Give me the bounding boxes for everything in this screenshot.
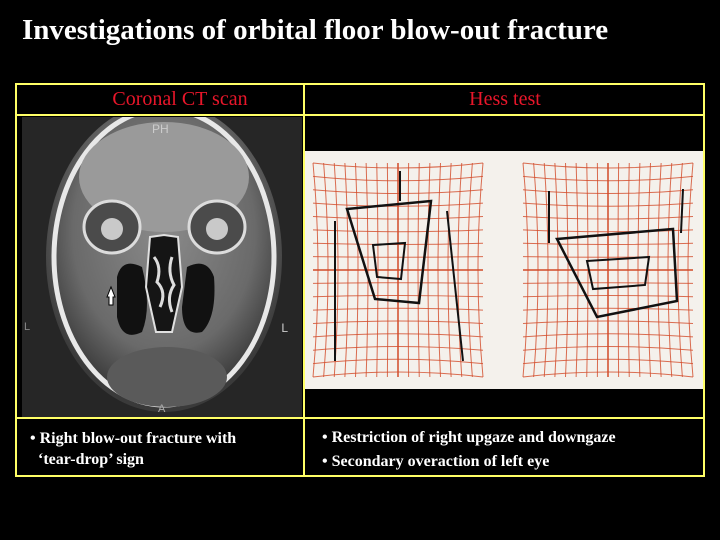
ct-caption	[30, 428, 300, 470]
hess-header: Hess test	[469, 88, 541, 110]
hess-chart-image	[305, 151, 703, 389]
ct-caption-line: • Right blow-out fracture with	[30, 430, 237, 447]
ct-label-left: L	[24, 321, 31, 333]
ct-scan-image	[22, 117, 302, 417]
ct-label-right: L	[281, 321, 288, 335]
ct-caption-line: ‘tear-drop’ sign	[30, 451, 144, 468]
ct-label-top: PH	[152, 122, 169, 136]
hess-caption	[322, 426, 702, 474]
hess-caption-line: • Secondary overaction of left eye	[322, 453, 550, 470]
hess-caption-line: • Restriction of right upgaze and downgaze	[322, 429, 616, 446]
ct-label-bottom: A	[158, 403, 166, 415]
slide-title: Investigations of orbital floor blow-out fracture	[22, 14, 609, 46]
ct-header: Coronal CT scan	[112, 88, 248, 110]
